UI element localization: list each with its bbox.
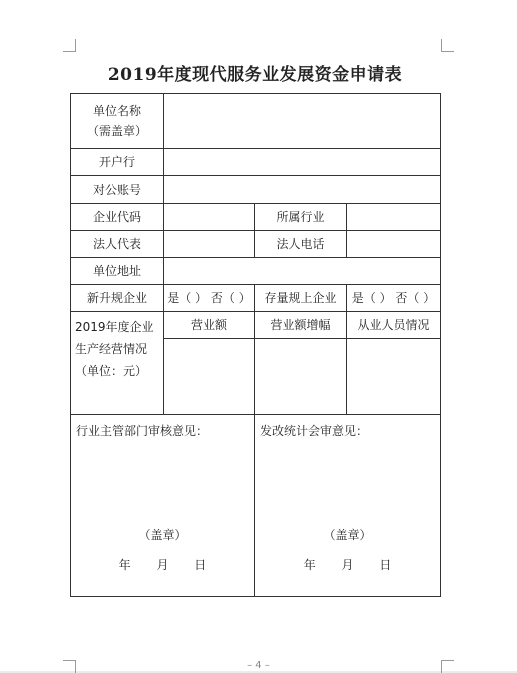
ndrc-opinion-label: 发改统计会审意见： — [260, 424, 369, 438]
industry-label: 所属行业 — [255, 204, 347, 231]
crop-mark-top-right — [441, 39, 454, 52]
crop-mark-top-left — [63, 39, 76, 52]
row-bank — [71, 149, 441, 176]
enterprise-code-value[interactable] — [164, 204, 255, 231]
new-enterprise-label: 新升规企业 — [71, 285, 164, 312]
seal-required-text: （需盖章） — [86, 124, 147, 138]
account-label: 对公账号 — [71, 176, 164, 204]
address-value[interactable] — [164, 258, 441, 285]
ndrc-seal-label: （盖章） — [323, 528, 372, 542]
unit-name-value[interactable] — [164, 94, 441, 149]
ndrc-date-label: 年 月 日 — [303, 558, 392, 572]
row-legal — [71, 231, 441, 258]
row-account — [71, 176, 441, 204]
new-enterprise-choice[interactable]: 是（ ） 否（ ） — [164, 285, 255, 312]
row-unit-name — [71, 94, 441, 149]
unit-name-label — [71, 94, 164, 149]
ndrc-opinion-cell[interactable] — [255, 415, 441, 597]
bank-value[interactable] — [164, 149, 441, 176]
row-business-header — [71, 312, 441, 339]
dept-date-label: 年 月 日 — [118, 558, 207, 572]
existing-enterprise-choice[interactable]: 是（ ） 否（ ） — [347, 285, 441, 312]
industry-value[interactable] — [347, 204, 441, 231]
row-address — [71, 258, 441, 285]
legal-phone-label: 法人电话 — [255, 231, 347, 258]
enterprise-code-label: 企业代码 — [71, 204, 164, 231]
address-label: 单位地址 — [71, 258, 164, 285]
dept-seal-label: （盖章） — [138, 528, 187, 542]
page-number: – 4 – — [247, 660, 270, 671]
legal-rep-value[interactable] — [164, 231, 255, 258]
employees-value[interactable] — [347, 339, 441, 415]
revenue-header: 营业额 — [164, 312, 255, 339]
form-title: 2019年度现代服务业发展资金申请表 — [107, 65, 403, 85]
employees-header: 从业人员情况 — [347, 312, 441, 339]
account-value[interactable] — [164, 176, 441, 204]
application-form-table — [70, 93, 441, 597]
legal-phone-value[interactable] — [347, 231, 441, 258]
dept-opinion-cell[interactable] — [71, 415, 255, 597]
unit-name-label-text: 单位名称 — [92, 104, 141, 118]
revenue-growth-header: 营业额增幅 — [255, 312, 347, 339]
row-enterprise-type — [71, 285, 441, 312]
dept-opinion-label: 行业主管部门审核意见： — [76, 424, 209, 438]
row-opinions — [71, 415, 441, 597]
bank-label: 开户行 — [71, 149, 164, 176]
row-enterprise-code — [71, 204, 441, 231]
revenue-growth-value[interactable] — [255, 339, 347, 415]
existing-enterprise-label: 存量规上企业 — [255, 285, 347, 312]
revenue-value[interactable] — [164, 339, 255, 415]
business-status-label: 2019年度企业生产经营情况（单位：元） — [71, 312, 164, 415]
legal-rep-label: 法人代表 — [71, 231, 164, 258]
